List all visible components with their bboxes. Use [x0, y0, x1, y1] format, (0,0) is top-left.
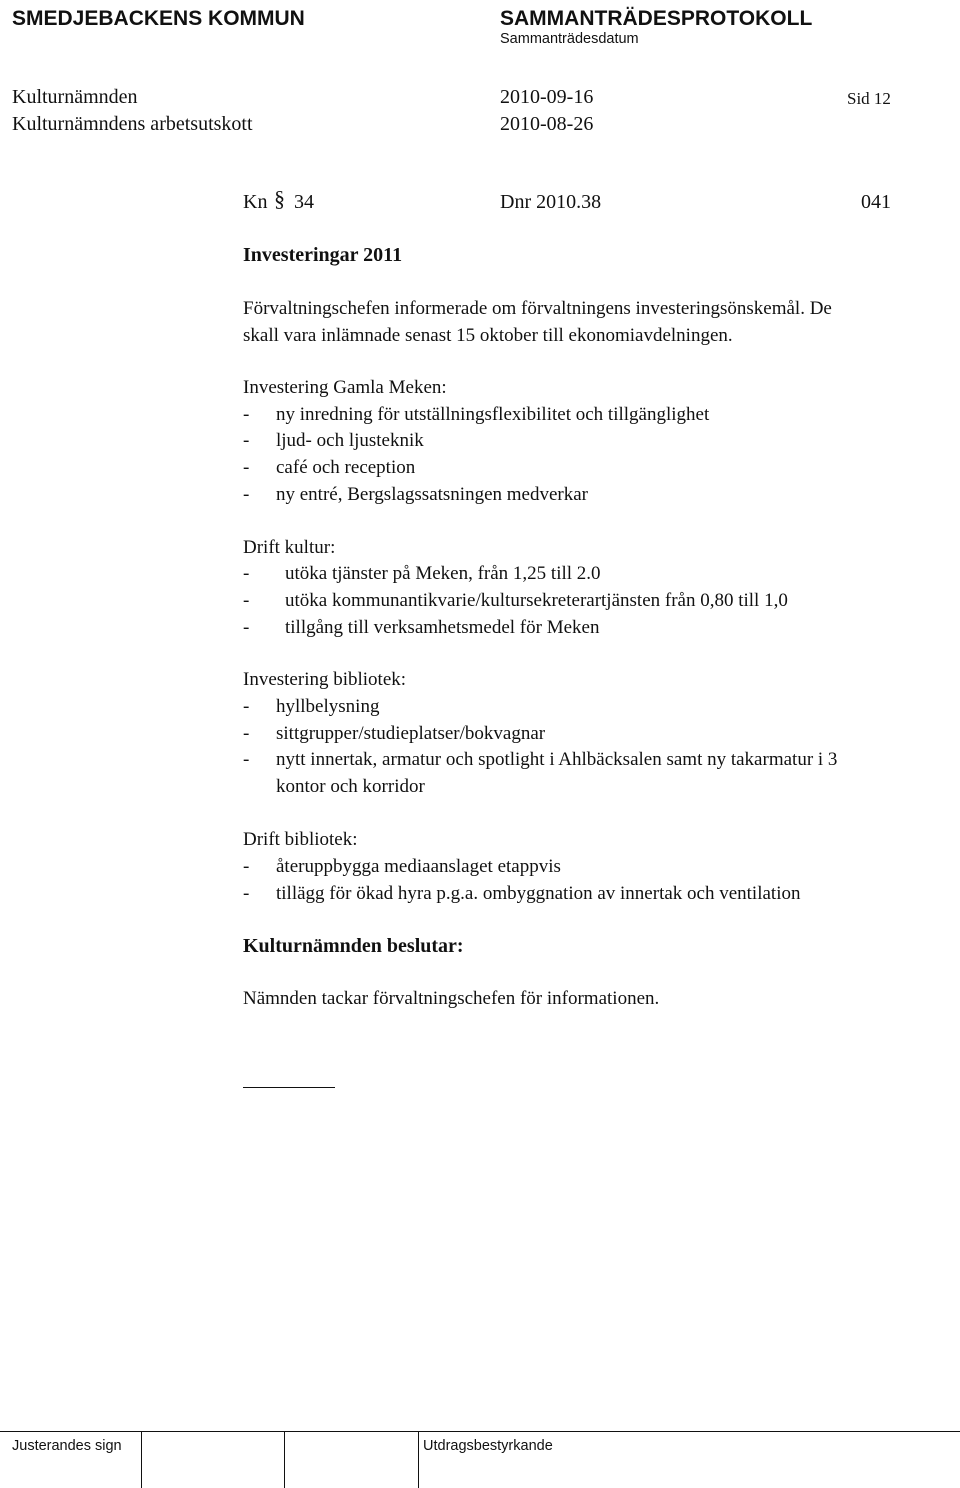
list-item: hyllbelysning — [276, 696, 380, 717]
signature-footer — [0, 1431, 960, 1488]
committee-date: 2010-09-16 — [500, 86, 594, 108]
list-item: utöka kommunantikvarie/kultursekreterartjänsten från 0,80 till 1,0 — [285, 590, 788, 611]
municipality-name: SMEDJEBACKENS KOMMUN — [12, 7, 305, 30]
working-committee-name: Kulturnämndens arbetsutskott — [12, 113, 253, 135]
list-item: ny entré, Bergslagssatsningen medverkar — [276, 484, 589, 505]
list-bullet: - — [243, 617, 250, 638]
case-title: Investeringar 2011 — [243, 244, 403, 266]
list-item: nytt innertak, armatur och spotlight i Ahlbäcksalen samt ny takarmatur i 3 — [276, 749, 838, 770]
footer-divider — [418, 1432, 419, 1488]
list-bullet: - — [243, 457, 250, 478]
list-item-continuation: kontor och korridor — [276, 776, 425, 797]
list-item: sittgrupper/studieplatser/bokvagnar — [276, 723, 546, 744]
list-item: café och reception — [276, 457, 416, 478]
case-number: 34 — [294, 191, 314, 213]
list-item: tillgång till verksamhetsmedel för Meken — [285, 617, 600, 638]
drift-bibliotek-heading: Drift bibliotek: — [243, 829, 358, 850]
meeting-date-label: Sammanträdesdatum — [500, 31, 639, 47]
list-bullet: - — [243, 563, 250, 584]
footer-divider — [284, 1432, 285, 1488]
section-sign: § — [274, 186, 285, 211]
drift-kultur-heading: Drift kultur: — [243, 537, 336, 558]
certification-label: Utdragsbestyrkande — [423, 1438, 553, 1454]
dnr-reference: Dnr 2010.38 — [500, 191, 602, 213]
list-bullet: - — [243, 856, 250, 877]
intro-line-1: Förvaltningschefen informerade om förvaltningens investeringsönskemål. De — [243, 298, 832, 319]
list-item: tillägg för ökad hyra p.g.a. ombyggnation av innertak och ventilation — [276, 883, 801, 904]
list-item: återuppbygga mediaanslaget etappvis — [276, 856, 561, 877]
list-bullet: - — [243, 430, 250, 451]
document-type: SAMMANTRÄDESPROTOKOLL — [500, 7, 813, 30]
list-item: ljud- och ljusteknik — [276, 430, 424, 451]
committee-name: Kulturnämnden — [12, 86, 138, 108]
page-number: Sid 12 — [847, 89, 891, 108]
list-item: utöka tjänster på Meken, från 1,25 till 2.0 — [285, 563, 601, 584]
case-prefix: Kn — [243, 191, 268, 213]
footer-divider — [141, 1432, 142, 1488]
list-bullet: - — [243, 696, 250, 717]
invest-bibliotek-heading: Investering bibliotek: — [243, 669, 407, 690]
intro-line-2: skall vara inlämnade senast 15 oktober till ekonomiavdelningen. — [243, 325, 733, 346]
list-bullet: - — [243, 749, 250, 770]
list-bullet: - — [243, 883, 250, 904]
initials-label: Justerandes sign — [12, 1438, 122, 1454]
list-bullet: - — [243, 723, 250, 744]
archive-code: 041 — [861, 191, 891, 213]
list-bullet: - — [243, 590, 250, 611]
list-bullet: - — [243, 484, 250, 505]
decision-heading: Kulturnämnden beslutar: — [243, 935, 464, 957]
list-bullet: - — [243, 404, 250, 425]
list-item: ny inredning för utställningsflexibilitet och tillgänglighet — [276, 404, 710, 425]
gamla-meken-heading: Investering Gamla Meken: — [243, 377, 447, 398]
decision-text: Nämnden tackar förvaltningschefen för informationen. — [243, 988, 660, 1009]
working-committee-date: 2010-08-26 — [500, 113, 594, 135]
closing-rule — [243, 1087, 335, 1088]
